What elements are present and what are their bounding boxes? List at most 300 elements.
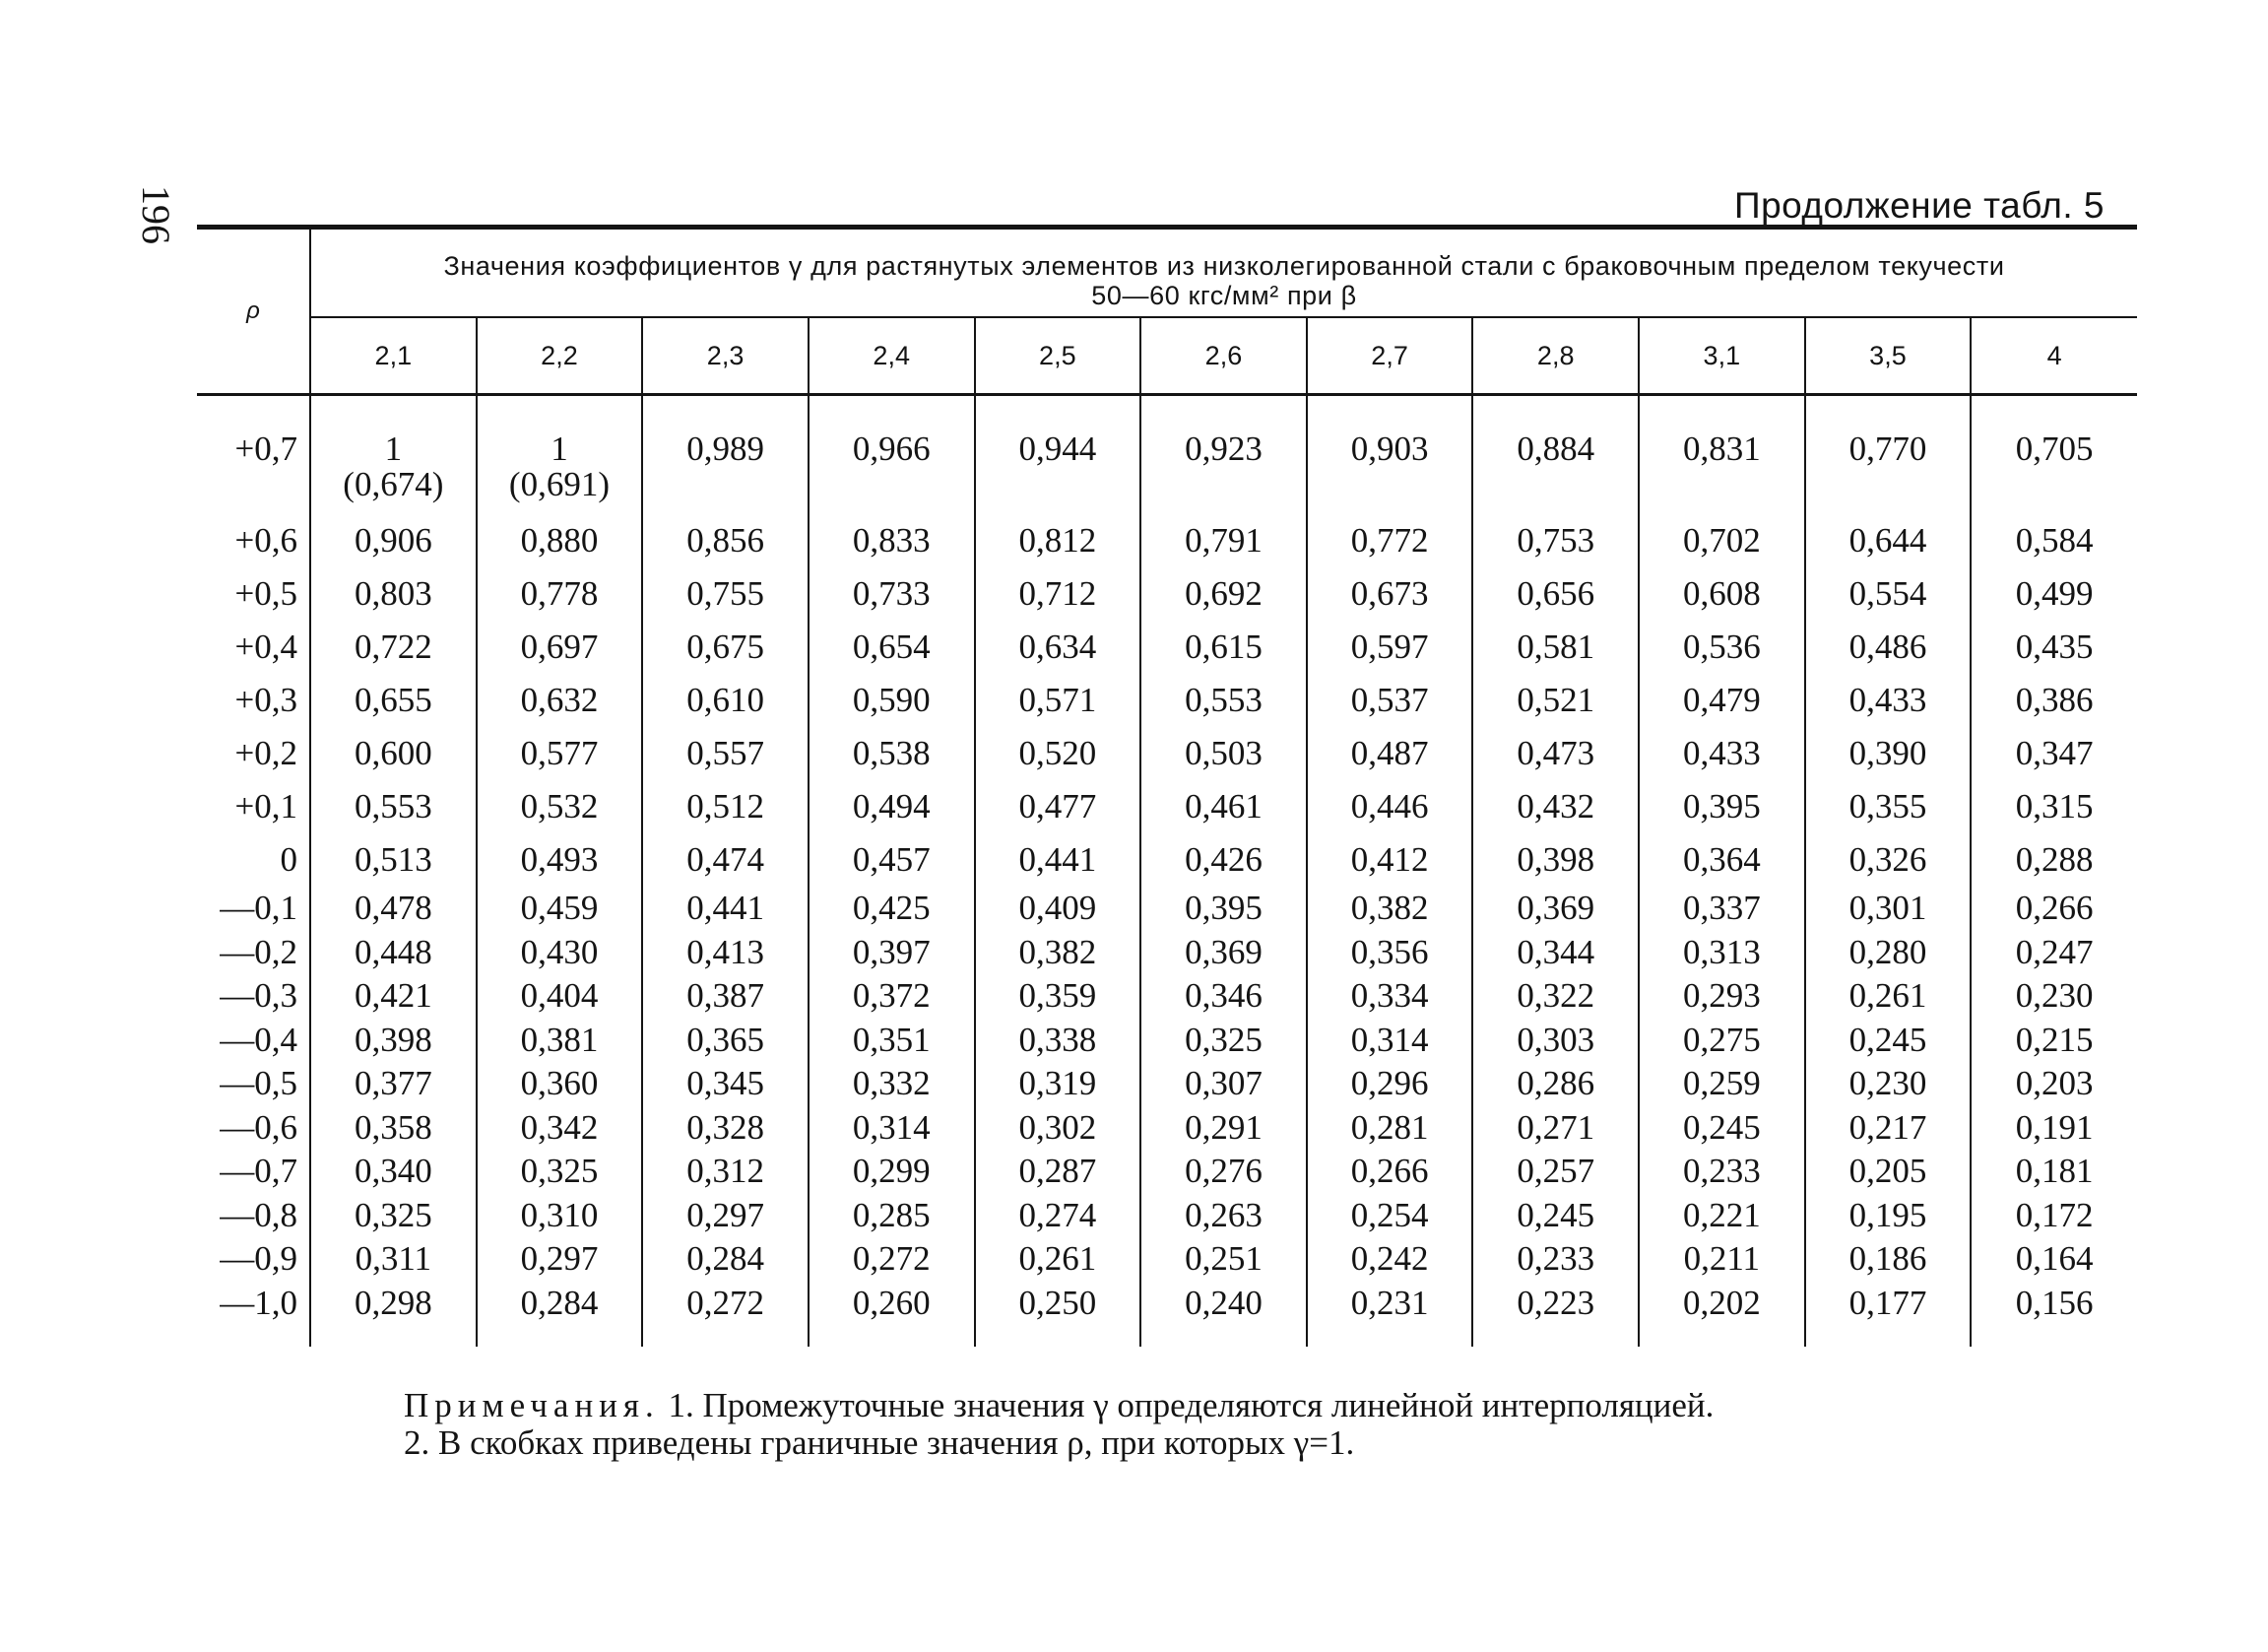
gamma-value-cell [1971, 1150, 2137, 1194]
gamma-value-cell [975, 1062, 1141, 1106]
gamma-value: 0,250 [1018, 1283, 1097, 1322]
gamma-value-cell [477, 974, 643, 1019]
gamma-value: 0,284 [520, 1283, 599, 1322]
gamma-value-cell [477, 514, 643, 567]
gamma-value-cell [1639, 1019, 1805, 1063]
gamma-value-cell [1307, 674, 1473, 727]
gamma-value: 1 [551, 430, 568, 468]
beta-header-cell: 4 [1971, 317, 2137, 395]
gamma-value-cell [1307, 1106, 1473, 1151]
rho-cell: —0,5 [197, 1062, 310, 1106]
gamma-value: 0,581 [1517, 628, 1595, 666]
gamma-value: 0,286 [1517, 1064, 1595, 1103]
gamma-value-cell [310, 1282, 477, 1347]
boundary-rho-value: (0,691) [508, 465, 610, 503]
gamma-value-cell [1639, 1150, 1805, 1194]
gamma-value: 0,377 [354, 1064, 432, 1103]
page-number: 196 [134, 185, 178, 244]
gamma-value-cell [975, 974, 1141, 1019]
gamma-value: 0,332 [852, 1064, 931, 1103]
gamma-value-cell [642, 674, 809, 727]
gamma-value-cell [1472, 1282, 1639, 1347]
gamma-value: 0,753 [1517, 521, 1595, 560]
gamma-value-cell [1971, 727, 2137, 780]
gamma-value: 0,697 [520, 628, 599, 666]
table-body [197, 395, 2137, 1347]
gamma-value-cell [310, 727, 477, 780]
gamma-value: 0,538 [852, 734, 931, 772]
gamma-value: 0,479 [1682, 681, 1761, 719]
gamma-value: 0,597 [1350, 628, 1429, 666]
gamma-value: 0,387 [686, 976, 764, 1016]
gamma-value: 0,532 [520, 787, 599, 826]
gamma-value: 0,966 [852, 430, 931, 468]
gamma-value: 0,537 [1350, 681, 1429, 719]
gamma-value: 0,457 [852, 840, 931, 879]
gamma-value-cell [1307, 833, 1473, 887]
gamma-value: 0,884 [1517, 430, 1595, 468]
gamma-value: 0,722 [354, 628, 432, 666]
gamma-value: 0,359 [1018, 976, 1097, 1016]
beta-header-row [197, 317, 2137, 395]
gamma-value-cell [1971, 1282, 2137, 1347]
table-row [197, 1019, 2137, 1063]
gamma-value-cell [1472, 1150, 1639, 1194]
table-row [197, 833, 2137, 887]
gamma-value: 0,386 [2015, 681, 2094, 719]
gamma-value: 0,275 [1682, 1020, 1761, 1059]
gamma-value: 0,634 [1018, 628, 1097, 666]
gamma-value: 0,299 [852, 1152, 931, 1191]
gamma-value-cell [310, 974, 477, 1019]
gamma-value-cell [1307, 1019, 1473, 1063]
gamma-value-cell [1472, 1194, 1639, 1238]
table-row [197, 974, 2137, 1019]
gamma-value: 0,632 [520, 681, 599, 719]
gamma-value-cell [1639, 1062, 1805, 1106]
gamma-value: 0,395 [1185, 889, 1263, 928]
beta-header-cell: 3,5 [1805, 317, 1972, 395]
gamma-value: 0,831 [1682, 430, 1761, 468]
gamma-value: 0,856 [686, 521, 764, 560]
gamma-value-cell [1805, 974, 1972, 1019]
gamma-value-cell [1472, 567, 1639, 621]
rho-cell: —1,0 [197, 1282, 310, 1347]
gamma-value-cell [642, 395, 809, 515]
gamma-value: 0,365 [686, 1020, 764, 1059]
gamma-value-cell [1307, 1062, 1473, 1106]
gamma-value-cell [1140, 780, 1307, 833]
gamma-value-cell [1307, 780, 1473, 833]
table-row [197, 780, 2137, 833]
gamma-value: 0,923 [1185, 430, 1263, 468]
gamma-value: 0,351 [852, 1020, 931, 1059]
gamma-value: 0,325 [1185, 1020, 1263, 1059]
gamma-value-cell [310, 1237, 477, 1282]
beta-header-cell: 2,6 [1140, 317, 1307, 395]
table-row [197, 1282, 2137, 1347]
gamma-value: 0,553 [354, 787, 432, 826]
gamma-value-cell [1140, 1282, 1307, 1347]
gamma-value-cell [1971, 931, 2137, 975]
gamma-value: 0,712 [1018, 574, 1097, 613]
rho-column-header: ρ [197, 228, 310, 395]
gamma-value-cell [809, 567, 975, 621]
gamma-value: 0,266 [1350, 1152, 1429, 1191]
gamma-value: 0,577 [520, 734, 599, 772]
gamma-value-cell [642, 567, 809, 621]
beta-header-cell: 2,1 [310, 317, 477, 395]
gamma-value-cell [1971, 1237, 2137, 1282]
gamma-value-cell [1140, 931, 1307, 975]
gamma-value: 0,276 [1185, 1152, 1263, 1191]
table-row [197, 567, 2137, 621]
gamma-value: 0,494 [852, 787, 931, 826]
gamma-value: 0,263 [1185, 1195, 1263, 1234]
beta-header-cell: 2,4 [809, 317, 975, 395]
gamma-value-cell [809, 1150, 975, 1194]
rho-cell: —0,7 [197, 1150, 310, 1194]
table-notes [404, 1387, 1714, 1462]
notes-label: Примечания. [404, 1386, 660, 1424]
gamma-value-cell [1472, 780, 1639, 833]
gamma-value-cell [642, 1019, 809, 1063]
gamma-value: 0,989 [686, 430, 764, 468]
beta-header-cell: 2,5 [975, 317, 1141, 395]
gamma-value-cell [975, 1282, 1141, 1347]
gamma-value: 0,247 [2015, 932, 2094, 971]
gamma-value: 0,293 [1682, 976, 1761, 1016]
gamma-value-cell [975, 1237, 1141, 1282]
gamma-value-cell [1971, 1062, 2137, 1106]
gamma-value-cell [975, 395, 1141, 515]
gamma-value-cell [310, 621, 477, 674]
gamma-value-cell [310, 674, 477, 727]
gamma-value-cell [1140, 1062, 1307, 1106]
gamma-value-cell [477, 727, 643, 780]
gamma-value-cell [477, 1194, 643, 1238]
gamma-value-cell [809, 621, 975, 674]
rho-cell: +0,3 [197, 674, 310, 727]
gamma-value: 0,322 [1517, 976, 1595, 1016]
gamma-value-cell [1307, 931, 1473, 975]
gamma-value: 0,245 [1682, 1107, 1761, 1147]
gamma-value: 0,398 [1517, 840, 1595, 879]
gamma-value-cell [310, 780, 477, 833]
gamma-value: 0,441 [1018, 840, 1097, 879]
gamma-value: 0,280 [1848, 932, 1927, 971]
rho-cell: —0,2 [197, 931, 310, 975]
gamma-value: 0,426 [1185, 840, 1263, 879]
gamma-value-cell [642, 974, 809, 1019]
gamma-value: 0,499 [2015, 574, 2094, 613]
table-row [197, 1237, 2137, 1282]
gamma-value-cell [809, 1106, 975, 1151]
table-row [197, 1194, 2137, 1238]
gamma-value: 0,240 [1185, 1283, 1263, 1322]
gamma-value-cell [1307, 1194, 1473, 1238]
gamma-value-cell [310, 567, 477, 621]
gamma-value-cell [1307, 974, 1473, 1019]
gamma-value-cell [477, 567, 643, 621]
gamma-value-cell [477, 1237, 643, 1282]
gamma-value: 0,172 [2015, 1195, 2094, 1234]
gamma-value: 0,261 [1018, 1239, 1097, 1279]
gamma-value: 0,312 [686, 1152, 764, 1191]
gamma-value: 0,461 [1185, 787, 1263, 826]
beta-header-cell: 2,3 [642, 317, 809, 395]
gamma-value: 0,673 [1350, 574, 1429, 613]
gamma-value-cell [642, 887, 809, 931]
gamma-value: 0,372 [852, 976, 931, 1016]
gamma-value: 0,272 [686, 1283, 764, 1322]
gamma-value: 0,346 [1185, 976, 1263, 1016]
gamma-value-cell [1307, 1237, 1473, 1282]
gamma-value-cell [809, 395, 975, 515]
gamma-value-cell [477, 931, 643, 975]
rho-cell: —0,8 [197, 1194, 310, 1238]
gamma-value: 0,448 [354, 932, 432, 971]
gamma-value: 0,382 [1018, 932, 1097, 971]
gamma-value: 0,521 [1517, 681, 1595, 719]
gamma-value: 0,191 [2015, 1107, 2094, 1147]
gamma-value: 0,231 [1350, 1283, 1429, 1322]
gamma-value: 0,655 [354, 681, 432, 719]
gamma-value: 0,260 [852, 1283, 931, 1322]
gamma-value: 0,478 [354, 889, 432, 928]
table-row [197, 931, 2137, 975]
gamma-value: 0,409 [1018, 889, 1097, 928]
gamma-value: 0,404 [520, 976, 599, 1016]
gamma-value: 0,272 [852, 1239, 931, 1279]
gamma-value-cell [1639, 395, 1805, 515]
gamma-value-cell [1140, 1019, 1307, 1063]
gamma-value: 0,675 [686, 628, 764, 666]
table-continuation-label: Продолжение табл. 5 [1733, 185, 2105, 226]
gamma-value: 0,356 [1350, 932, 1429, 971]
gamma-value: 0,473 [1517, 734, 1595, 772]
gamma-value: 0,203 [2015, 1064, 2094, 1103]
gamma-value: 0,254 [1350, 1195, 1429, 1234]
gamma-value-cell [1805, 1062, 1972, 1106]
gamma-value-cell [1307, 887, 1473, 931]
gamma-value: 0,513 [354, 840, 432, 879]
gamma-value-cell [975, 514, 1141, 567]
beta-header-cell: 3,1 [1639, 317, 1805, 395]
gamma-value: 0,326 [1848, 840, 1927, 879]
gamma-value: 0,287 [1018, 1152, 1097, 1191]
gamma-value-cell [809, 887, 975, 931]
table-row [197, 1062, 2137, 1106]
gamma-value-cell [809, 727, 975, 780]
gamma-value-cell [809, 1237, 975, 1282]
gamma-value: 0,355 [1848, 787, 1927, 826]
gamma-value: 0,328 [686, 1107, 764, 1147]
gamma-value-cell [975, 780, 1141, 833]
gamma-value: 0,301 [1848, 889, 1927, 928]
gamma-value-cell [1971, 1106, 2137, 1151]
gamma-value: 0,177 [1848, 1283, 1927, 1322]
gamma-value: 0,421 [354, 976, 432, 1016]
table-row [197, 621, 2137, 674]
gamma-value-cell [642, 514, 809, 567]
caption-line-1: Значения коэффициентов γ для растянутых элементов из низколегированной стали с браковочным пределом текучести [443, 251, 2005, 281]
gamma-value-cell [1140, 1237, 1307, 1282]
gamma-value-cell [1805, 833, 1972, 887]
gamma-value: 0,413 [686, 932, 764, 971]
gamma-value: 0,281 [1350, 1107, 1429, 1147]
rho-cell: 0 [197, 833, 310, 887]
gamma-value-cell [975, 1150, 1141, 1194]
gamma-value-cell [477, 1150, 643, 1194]
gamma-value: 0,944 [1018, 430, 1097, 468]
gamma-value-cell [1971, 780, 2137, 833]
gamma-value-cell [1805, 1106, 1972, 1151]
gamma-value-cell [477, 395, 643, 515]
gamma-value: 0,358 [354, 1107, 432, 1147]
gamma-value: 0,251 [1185, 1239, 1263, 1279]
gamma-value: 0,656 [1517, 574, 1595, 613]
gamma-value-cell [642, 1194, 809, 1238]
gamma-value-cell [1639, 1194, 1805, 1238]
gamma-value: 0,297 [520, 1239, 599, 1279]
gamma-value-cell [1971, 833, 2137, 887]
gamma-value: 0,441 [686, 889, 764, 928]
gamma-value-cell [1472, 727, 1639, 780]
gamma-value: 0,571 [1018, 681, 1097, 719]
gamma-value-cell [642, 1106, 809, 1151]
rho-cell: +0,6 [197, 514, 310, 567]
gamma-value-cell [1307, 727, 1473, 780]
gamma-value-cell [310, 1019, 477, 1063]
gamma-value-cell [1472, 674, 1639, 727]
table-header [197, 228, 2137, 395]
gamma-value-cell [477, 833, 643, 887]
gamma-value-cell [975, 1019, 1141, 1063]
gamma-value-cell [975, 1194, 1141, 1238]
gamma-value: 0,412 [1350, 840, 1429, 879]
rho-cell: +0,7 [197, 395, 310, 515]
gamma-value: 0,791 [1185, 521, 1263, 560]
gamma-value: 0,433 [1848, 681, 1927, 719]
gamma-value-cell [1971, 1019, 2137, 1063]
gamma-value-cell [1971, 674, 2137, 727]
gamma-value: 0,369 [1517, 889, 1595, 928]
gamma-value: 0,313 [1682, 932, 1761, 971]
gamma-value: 0,610 [686, 681, 764, 719]
gamma-value-cell [1805, 1019, 1972, 1063]
gamma-value-cell [1140, 674, 1307, 727]
table-row [197, 395, 2137, 515]
gamma-value: 0,906 [354, 521, 432, 560]
gamma-value-cell [1639, 727, 1805, 780]
gamma-value-cell [477, 1019, 643, 1063]
gamma-value-cell [1639, 974, 1805, 1019]
gamma-value: 0,314 [1350, 1020, 1429, 1059]
rho-cell: —0,3 [197, 974, 310, 1019]
gamma-value: 0,487 [1350, 734, 1429, 772]
gamma-value: 0,296 [1350, 1064, 1429, 1103]
gamma-value: 0,271 [1517, 1107, 1595, 1147]
gamma-value: 0,284 [686, 1239, 764, 1279]
gamma-value: 0,297 [686, 1195, 764, 1234]
gamma-value-cell [1472, 931, 1639, 975]
gamma-value: 0,553 [1185, 681, 1263, 719]
gamma-value: 0,303 [1517, 1020, 1595, 1059]
gamma-value: 0,755 [686, 574, 764, 613]
header-caption-row [197, 228, 2137, 318]
gamma-value-cell [1805, 1150, 1972, 1194]
gamma-value: 0,390 [1848, 734, 1927, 772]
gamma-value: 0,342 [520, 1107, 599, 1147]
gamma-value-cell [975, 567, 1141, 621]
gamma-value-cell [1140, 974, 1307, 1019]
gamma-value: 0,266 [2015, 889, 2094, 928]
gamma-value: 0,307 [1185, 1064, 1263, 1103]
table-caption [310, 228, 2137, 318]
gamma-value: 0,425 [852, 889, 931, 928]
gamma-value: 0,536 [1682, 628, 1761, 666]
gamma-value-cell [642, 931, 809, 975]
gamma-value-cell [1805, 780, 1972, 833]
coefficient-table [197, 225, 2137, 1347]
table-row [197, 1150, 2137, 1194]
gamma-value: 0,880 [520, 521, 599, 560]
gamma-value: 0,520 [1018, 734, 1097, 772]
rho-cell: +0,5 [197, 567, 310, 621]
gamma-value-cell [1639, 674, 1805, 727]
gamma-value: 0,314 [852, 1107, 931, 1147]
gamma-value-cell [1472, 621, 1639, 674]
gamma-value: 0,242 [1350, 1239, 1429, 1279]
gamma-value-cell [1639, 1106, 1805, 1151]
gamma-value-cell [310, 887, 477, 931]
gamma-value: 0,233 [1682, 1152, 1761, 1191]
gamma-value: 0,705 [2015, 430, 2094, 468]
gamma-value-cell [1307, 621, 1473, 674]
gamma-value-cell [310, 1106, 477, 1151]
gamma-value: 0,334 [1350, 976, 1429, 1016]
gamma-value: 0,803 [354, 574, 432, 613]
gamma-value-cell [477, 621, 643, 674]
gamma-value-cell [310, 514, 477, 567]
gamma-value: 1 [384, 430, 403, 468]
gamma-value: 0,205 [1848, 1152, 1927, 1191]
gamma-value-cell [975, 674, 1141, 727]
gamma-value-cell [809, 1019, 975, 1063]
gamma-value: 0,903 [1350, 430, 1429, 468]
gamma-value: 0,285 [852, 1195, 931, 1234]
gamma-value-cell [1472, 1106, 1639, 1151]
gamma-value: 0,310 [520, 1195, 599, 1234]
gamma-value: 0,833 [852, 521, 931, 560]
gamma-value-cell [1140, 887, 1307, 931]
gamma-value: 0,600 [354, 734, 432, 772]
gamma-value-cell [310, 1150, 477, 1194]
gamma-value: 0,319 [1018, 1064, 1097, 1103]
gamma-value-cell [1472, 887, 1639, 931]
gamma-value-cell [1805, 1194, 1972, 1238]
gamma-value-cell [1140, 1150, 1307, 1194]
table-row [197, 1106, 2137, 1151]
caption-line-2: 50—60 кгс/мм² при β [1091, 281, 1357, 310]
gamma-value-cell [809, 1062, 975, 1106]
gamma-value: 0,554 [1848, 574, 1927, 613]
table-row [197, 727, 2137, 780]
gamma-value: 0,230 [1848, 1064, 1927, 1103]
rho-cell: +0,1 [197, 780, 310, 833]
gamma-value-cell [310, 1194, 477, 1238]
